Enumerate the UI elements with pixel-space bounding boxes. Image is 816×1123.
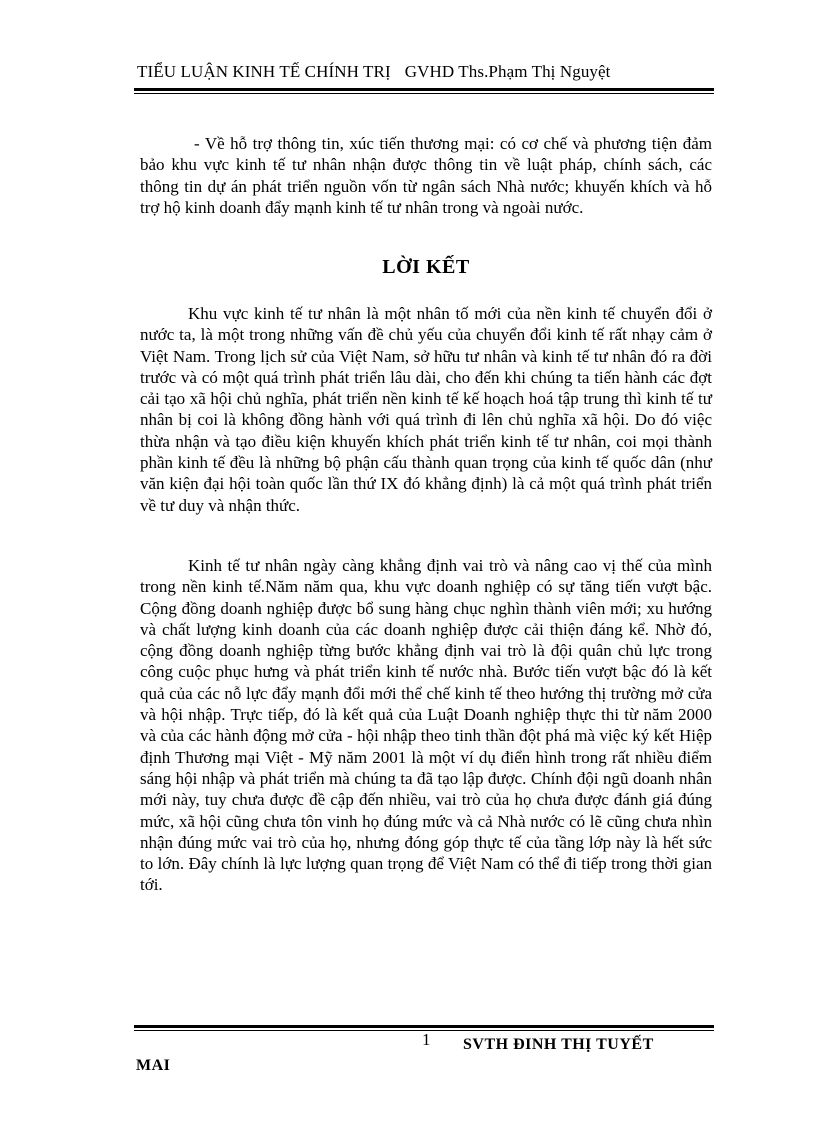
header-rule-thin — [134, 93, 714, 94]
page-number: 1 — [422, 1030, 431, 1049]
page-header — [137, 62, 713, 82]
header-rule-thick — [134, 88, 714, 91]
paragraph-conclusion-1: Khu vực kinh tế tư nhân là một nhân tố mới của nền kinh tế chuyển đổi ở nước ta, là một trong những vấn đề chủ yếu của chuyển đổi kinh tế rất nhạy cảm ở Việt Nam. Trong lịch sử của Việt Nam, sở hữu tư nhân và kinh tế tư nhân đó ra đời trước và có một quá trình phát triển lâu dài, cho đến khi chúng ta tiến hành các đợt cải tạo xã hội chủ nghĩa, phát triển nền kinh tế kế hoạch hoá tập trung thì kinh tế tư nhân bị coi là không đồng hành với quá trình đi lên chủ nghĩa xã hội. Do đó việc thừa nhận và tạo điều kiện khuyến khích phát triển kinh tế tư nhân, coi mọi thành phần kinh tế đều là những bộ phận cấu thành quan trọng của kinh tế quốc dân (như văn kiện đại hội toàn quốc lần thứ IX đó khẳng định) là cả một quá trình phát triển về tư duy và nhận thức. — [140, 304, 712, 515]
footer-author: SVTH ĐINH THỊ TUYẾT — [463, 1036, 654, 1053]
footer-rule-thick — [134, 1025, 714, 1028]
paragraph-info-support: - Về hỗ trợ thông tin, xúc tiến thương mại: có cơ chế và phương tiện đảm bảo khu vực kinh tế tư nhân nhận được thông tin về luật pháp, chính sách, các thông tin dự án phát triển nguồn vốn từ ngân sách Nhà nước; khuyến khích và hỗ trợ hộ kinh doanh đẩy mạnh kinh tế tư nhân trong và ngoài nước. — [140, 134, 712, 217]
header-course-title: TIỂU LUẬN KINH TẾ CHÍNH TRỊ — [137, 62, 391, 81]
header-advisor: GVHD Ths.Phạm Thị Nguyệt — [404, 62, 611, 81]
footer-author-continued: MAI — [136, 1057, 171, 1074]
section-title: LỜI KẾT — [382, 256, 470, 278]
paragraph-conclusion-2: Kinh tế tư nhân ngày càng khẳng định vai trò và nâng cao vị thế của mình trong nền kinh tế.Năm năm qua, khu vực doanh nghiệp có sự tăng tiến vượt bậc. Cộng đồng doanh nghiệp được bổ sung hàng chục nghìn thành viên mới; xu hướng và chất lượng kinh doanh của các doanh nghiệp được cải thiện đáng kể. Nhờ đó, cộng đồng doanh nghiệp từng bước khẳng định vai trò là đội quân chủ lực trong công cuộc phục hưng và phát triển kinh tế nước nhà. Bước tiến vượt bậc đó là kết quả của các nỗ lực đẩy mạnh đổi mới thể chế kinh tế theo hướng thị trường mở cửa và hội nhập. Trực tiếp, đó là kết quả của Luật Doanh nghiệp thực thi từ năm 2000 và của các hành động mở cửa - hội nhập theo tinh thần đột phá mà việc ký kết Hiệp định Thương mại Việt - Mỹ năm 2001 là một ví dụ điển hình trong rất nhiều điểm sáng hội nhập và phát triển mà chúng ta đã tạo lập được. Chính đội ngũ doanh nhân mới này, tuy chưa được đề cập đến nhiều, vai trò của họ chưa được đánh giá đúng mức, xã hội cũng chưa tôn vinh họ đúng mức và cả Nhà nước có lẽ cũng chưa nhìn nhận đúng mức vai trò của họ, nhưng đóng góp thực tế của tầng lớp này là hết sức to lớn. Đây chính là lực lượng quan trọng để Việt Nam có thể đi tiếp trong thời gian tới. — [140, 556, 712, 895]
